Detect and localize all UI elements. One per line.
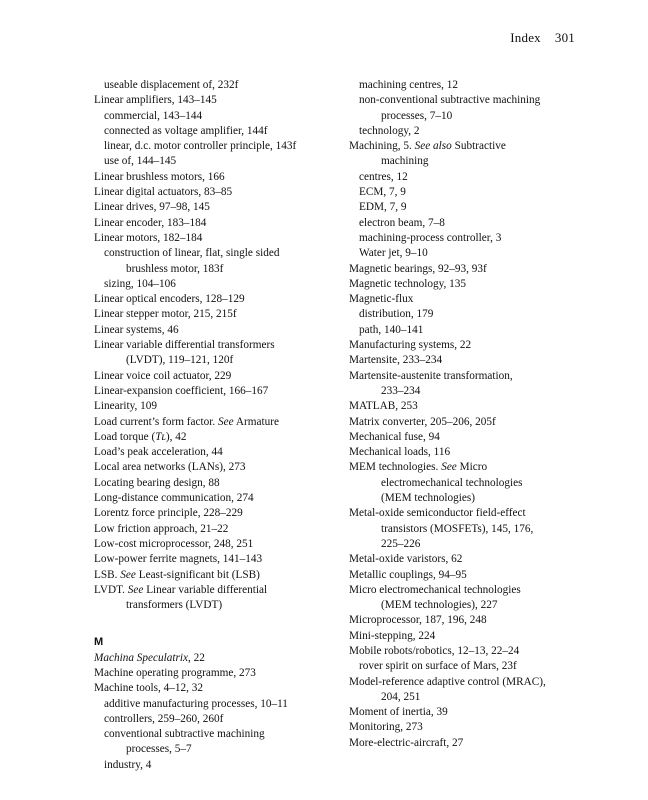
section-letter: M	[94, 636, 104, 649]
index-entry: Low friction approach, 21–22	[94, 522, 229, 535]
index-entry	[94, 430, 329, 445]
index-entry: Metallic couplings, 94–95	[349, 568, 467, 581]
index-entry: transformers (LVDT)	[126, 599, 223, 612]
index-entry: Linear motors, 182–184	[94, 231, 203, 244]
index-entry: 204, 251	[381, 690, 421, 703]
index-entry: Mechanical loads, 116	[349, 446, 451, 459]
index-entry: processes, 5–7	[126, 743, 192, 756]
index-entry: Linear brushless motors, 166	[94, 170, 225, 183]
entry-text: , 22	[188, 651, 205, 664]
index-entry: Monitoring, 273	[349, 721, 423, 734]
index-entry: Low-cost microprocessor, 248, 251	[94, 537, 254, 550]
index-entry: Linear systems, 46	[94, 323, 179, 336]
index-entry: machining	[381, 155, 429, 168]
index-entry: Lorentz force principle, 228–229	[94, 507, 243, 520]
index-entry	[94, 568, 329, 583]
page-number: 301	[554, 30, 575, 45]
index-entry: commercial, 143–144	[104, 109, 203, 122]
index-column-right	[349, 78, 574, 751]
index-column-left	[94, 78, 329, 773]
index-entry: Martensite, 233–234	[349, 354, 443, 367]
index-entry: ECM, 7, 9	[359, 186, 406, 199]
index-entry: (MEM technologies)	[381, 492, 476, 505]
index-entry: Locating bearing design, 88	[94, 476, 220, 489]
index-entry: Metal-oxide varistors, 62	[349, 553, 463, 566]
see-reference: See	[441, 461, 457, 474]
index-entry: Martensite-austenite transformation,	[349, 369, 513, 382]
index-entry: Linear stepper motor, 215, 215f	[94, 308, 237, 321]
index-entry: 233–234	[381, 384, 421, 397]
index-entry: Microprocessor, 187, 196, 248	[349, 614, 487, 627]
index-entry: Linear digital actuators, 83–85	[94, 186, 233, 199]
index-entry: connected as voltage amplifier, 144f	[104, 124, 268, 137]
index-entry: Linearity, 109	[94, 400, 158, 413]
index-entry: construction of linear, flat, single sided	[104, 247, 280, 260]
entry-text: LSB.	[94, 568, 121, 581]
index-entry: Machine tools, 4–12, 32	[94, 682, 204, 695]
entry-text: Micro	[456, 461, 488, 474]
index-entry: Linear voice coil actuator, 229	[94, 369, 232, 382]
index-entry	[94, 583, 329, 598]
index-entry	[94, 415, 329, 430]
index-entry: Linear variable differential transformers	[94, 339, 275, 352]
index-entry: linear, d.c. motor controller principle, 143f	[104, 140, 297, 153]
index-entry: industry, 4	[104, 758, 152, 771]
entry-text: Load current’s form factor.	[94, 415, 219, 428]
index-entry: Load’s peak acceleration, 44	[94, 446, 223, 459]
entry-text: Machining, 5.	[349, 140, 415, 153]
see-reference: See also	[414, 140, 452, 153]
header-title: Index	[510, 30, 541, 45]
index-entry: Moment of inertia, 39	[349, 706, 448, 719]
index-entry: non-conventional subtractive machining	[359, 94, 541, 107]
entry-text: Armature	[233, 415, 279, 428]
entry-text: Linear variable differential	[143, 583, 268, 596]
index-entry: Linear optical encoders, 128–129	[94, 293, 245, 306]
index-entry: Local area networks (LANs), 273	[94, 461, 246, 474]
index-entry: Magnetic-flux	[349, 293, 414, 306]
index-entry: machining centres, 12	[359, 79, 459, 91]
index-entry: machining-process controller, 3	[359, 231, 502, 244]
math-symbol: Tʟ	[155, 430, 166, 443]
see-reference: See	[120, 568, 136, 581]
entry-text: Subtractive	[451, 140, 506, 153]
index-entry: EDM, 7, 9	[359, 201, 407, 214]
index-entry: Matrix converter, 205–206, 205f	[349, 415, 496, 428]
index-entry: centres, 12	[359, 170, 408, 183]
entry-text: ), 42	[165, 430, 187, 443]
entry-text: LVDT.	[94, 583, 128, 596]
index-entry: Linear-expansion coefficient, 166–167	[94, 384, 269, 397]
index-entry: technology, 2	[359, 124, 420, 137]
index-entry: controllers, 259–260, 260f	[104, 712, 224, 725]
index-entry: Long-distance communication, 274	[94, 492, 254, 505]
index-entry: path, 140–141	[359, 323, 424, 336]
index-entry	[349, 139, 574, 154]
index-entry: Linear drives, 97–98, 145	[94, 201, 210, 214]
index-entry: Magnetic technology, 135	[349, 277, 467, 290]
index-entry: More-electric-aircraft, 27	[349, 736, 464, 749]
index-entry: processes, 7–10	[381, 109, 453, 122]
index-entry: distribution, 179	[359, 308, 434, 321]
index-entry: Mechanical fuse, 94	[349, 430, 440, 443]
index-entry: electron beam, 7–8	[359, 216, 445, 229]
see-reference: See	[218, 415, 234, 428]
index-entry: Mini-stepping, 224	[349, 629, 436, 642]
index-entry: conventional subtractive machining	[104, 728, 265, 741]
index-entry: use of, 144–145	[104, 155, 177, 168]
index-entry: sizing, 104–106	[104, 277, 176, 290]
index-entry: Water jet, 9–10	[359, 247, 428, 260]
index-entry: (MEM technologies), 227	[381, 599, 498, 612]
index-entry	[349, 460, 574, 475]
index-entry: brushless motor, 183f	[126, 262, 224, 275]
entry-italic-title: Machina Speculatrix	[94, 651, 189, 664]
index-entry: rover spirit on surface of Mars, 23f	[359, 660, 517, 673]
index-entry: Linear amplifiers, 143–145	[94, 94, 217, 107]
index-entry: Machine operating programme, 273	[94, 666, 256, 679]
index-entry: (LVDT), 119–121, 120f	[126, 354, 234, 367]
index-entry: Low-power ferrite magnets, 141–143	[94, 553, 263, 566]
index-entry: MATLAB, 253	[349, 400, 418, 413]
index-entry: Model-reference adaptive control (MRAC),	[349, 675, 546, 688]
index-entry: Manufacturing systems, 22	[349, 339, 472, 352]
entry-text: MEM technologies.	[349, 461, 442, 474]
entry-text: Load torque (	[94, 430, 156, 443]
index-entry: 225–226	[381, 537, 421, 550]
running-header	[510, 30, 575, 46]
see-reference: See	[127, 583, 144, 596]
index-entry: additive manufacturing processes, 10–11	[104, 697, 288, 710]
index-entry: Metal-oxide semiconductor field-effect	[349, 507, 526, 520]
index-entry: Mobile robots/robotics, 12–13, 22–24	[349, 644, 520, 657]
index-entry: Micro electromechanical technologies	[349, 583, 521, 596]
entry-text: Least-significant bit (LSB)	[135, 568, 260, 581]
index-entry: electromechanical technologies	[381, 476, 523, 489]
index-entry	[94, 651, 329, 666]
index-entry: Linear encoder, 183–184	[94, 216, 207, 229]
index-entry: Magnetic bearings, 92–93, 93f	[349, 262, 487, 275]
index-entry: useable displacement of, 232f	[104, 79, 239, 91]
section-gap	[94, 613, 329, 635]
index-entry: transistors (MOSFETs), 145, 176,	[381, 522, 534, 535]
